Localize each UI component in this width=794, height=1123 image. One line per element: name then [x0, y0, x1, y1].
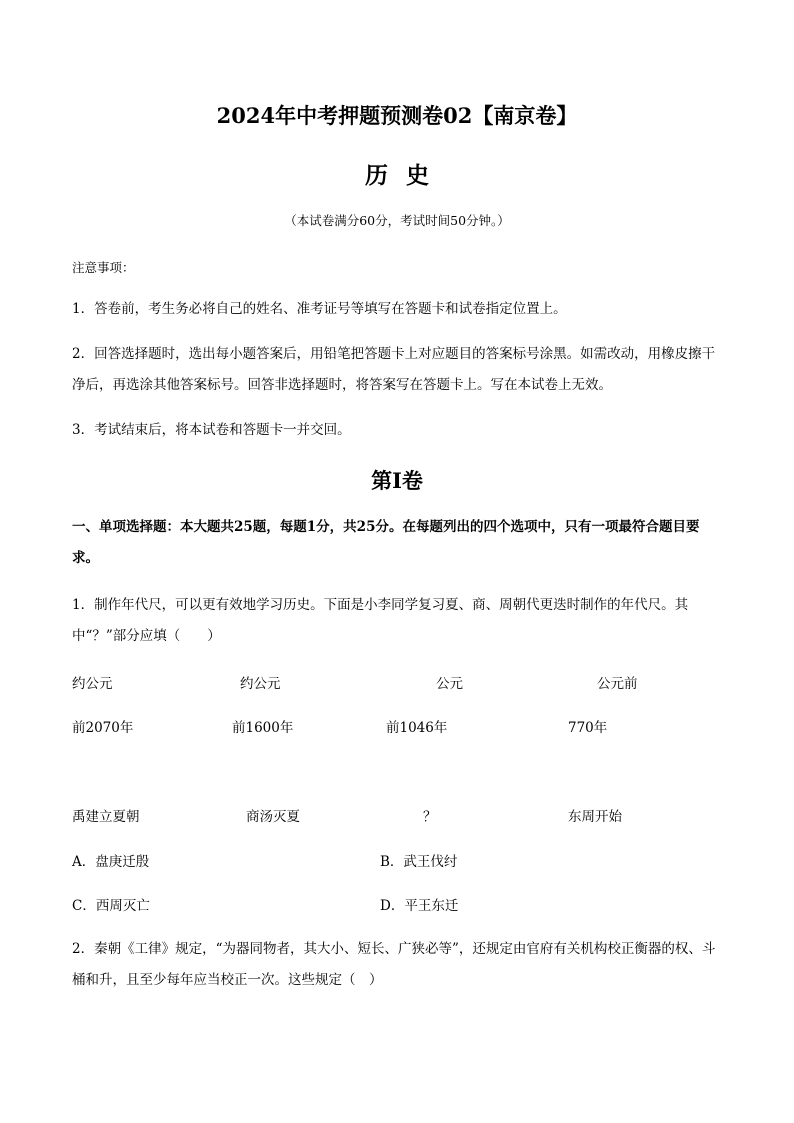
timeline-date-1a: 约公元 — [72, 676, 113, 692]
option-c: C．西周灭亡 — [72, 898, 150, 914]
timeline-date-4b: 770年 — [568, 720, 608, 736]
timeline-date-3b: 前1046年 — [386, 720, 448, 736]
notice-item-3: 3．考试结束后，将本试卷和答题卡一并交回。 — [72, 422, 351, 438]
timeline-event-4: 东周开始 — [568, 809, 622, 825]
timeline-date-4a: 公元前 — [597, 676, 638, 692]
option-b: B．武王伐纣 — [380, 854, 458, 870]
timeline-date-1b: 前2070年 — [72, 720, 134, 736]
paper-title: 2024年中考押题预测卷02【南京卷】 — [216, 103, 578, 128]
subject-title: 历史 — [365, 162, 447, 189]
timeline-event-1: 禹建立夏朝 — [72, 809, 140, 825]
section-instructions: 一、单项选择题：本大题共25题，每题1分，共25分。在每题列出的四个选项中，只有一项最符合题目要求。 — [72, 519, 700, 566]
question-2-stem: 2．秦朝《工律》规定，“为器同物者，其大小、短长、广狭必等”，还规定由官府有关机构校正衡器的权、斗桶和升，且至少每年应当校正一次。这些规定（ ） — [72, 941, 716, 988]
notice-heading: 注意事项： — [72, 260, 135, 275]
timeline-date-3a: 公元 — [436, 676, 463, 692]
notice-item-1: 1．答卷前，考生务必将自己的姓名、准考证号等填写在答题卡和试卷指定位置上。 — [72, 301, 567, 317]
option-d: D．平王东迁 — [380, 898, 459, 914]
section-title: 第Ⅰ卷 — [371, 468, 423, 493]
timeline-event-3: ？ — [423, 809, 437, 825]
option-a: A．盘庚迁殷 — [72, 854, 150, 870]
notice-item-2: 2．回答选择题时，选出每小题答案后，用铅笔把答题卡上对应题目的答案标号涂黑。如需改动，用橡皮擦干净后，再选涂其他答案标号。回答非选择题时，将答案写在答题卡上。写在本试卷上无效。 — [72, 346, 716, 393]
timeline-date-2a: 约公元 — [240, 676, 281, 692]
timeline-date-2b: 前1600年 — [232, 720, 294, 736]
exam-info: （本试卷满分60分，考试时间50分钟。） — [284, 213, 510, 228]
question-1-stem: 1．制作年代尺，可以更有效地学习历史。下面是小李同学复习夏、商、周朝代更迭时制作的年代尺。其中“？”部分应填（ ） — [72, 597, 689, 644]
timeline-event-2: 商汤灭夏 — [246, 809, 300, 825]
